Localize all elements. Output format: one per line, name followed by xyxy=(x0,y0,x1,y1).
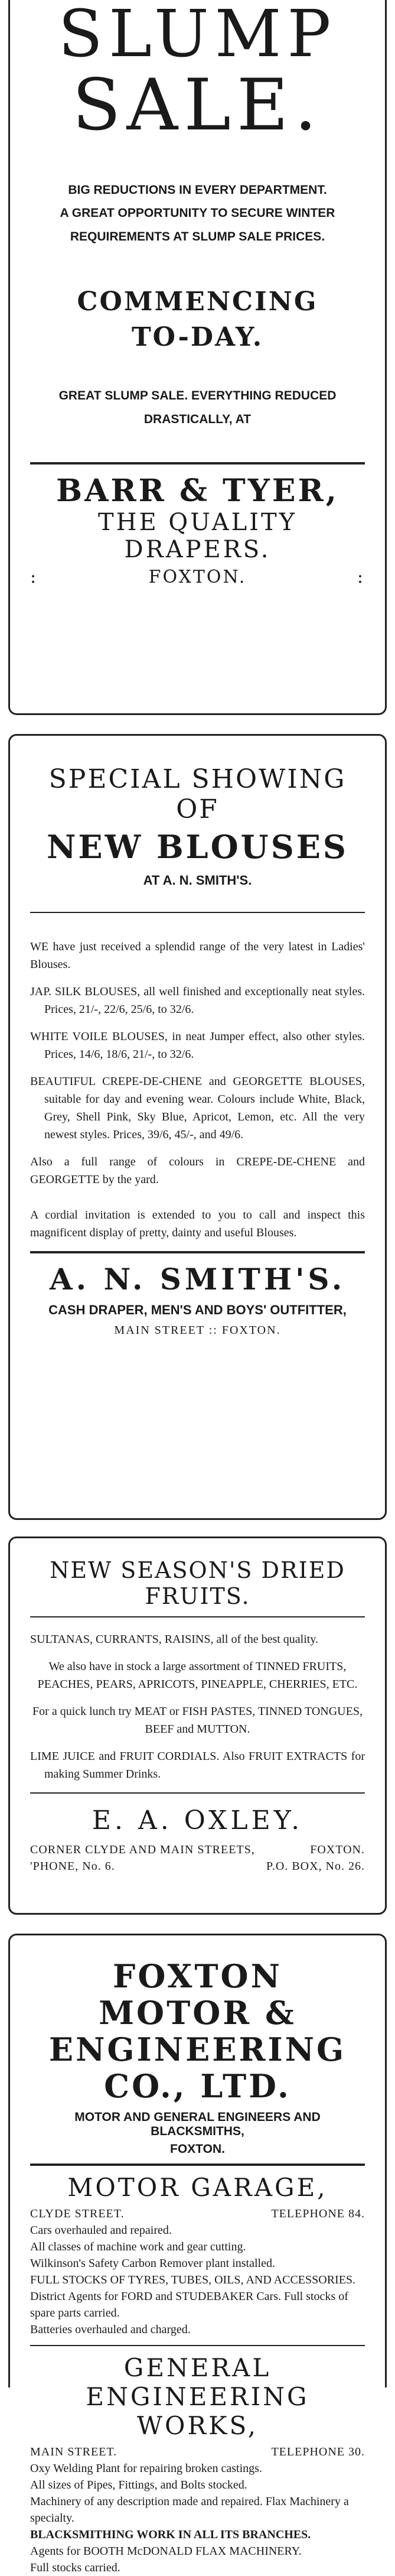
sale-headline: SALE. xyxy=(72,64,323,147)
engineers-subtitle: MOTOR AND GENERAL ENGINEERS AND BLACKSMITHS, xyxy=(74,2110,321,2139)
shop-trade: CASH DRAPER, MEN'S AND BOYS' OUTFITTER, xyxy=(48,1302,347,1317)
divider xyxy=(30,1251,365,1253)
commencing-line-1: COMMENCING xyxy=(77,287,318,317)
quick-lunch-line: For a quick lunch try MEAT or FISH PASTES, TINNED TONGUES, BEEF and MUTTON. xyxy=(32,1705,363,1736)
garage-street: CLYDE STREET. xyxy=(30,2207,125,2221)
title-line-2: ENGINEERING xyxy=(48,2031,347,2069)
garage-service-item: District Agents for FORD and STUDEBAKER Cars. Full stocks of spare parts carried. xyxy=(30,2290,348,2320)
slump-body-line-1: BIG REDUCTIONS IN EVERY DEPARTMENT. xyxy=(68,183,327,197)
oxley-po-box: P.O. BOX, No. 26. xyxy=(266,1860,365,1873)
works-services xyxy=(30,2460,365,2576)
oxley-address: CORNER CLYDE AND MAIN STREETS, xyxy=(30,1843,255,1856)
divider xyxy=(30,1616,365,1617)
slump-headline: SLUMP xyxy=(58,0,337,72)
great-slump-line-2: DRASTICALLY, AT xyxy=(143,412,252,426)
divider xyxy=(30,462,365,464)
lime-juice-line: LIME JUICE and FRUIT CORDIALS. Also FRUIT EXTRACTS for making Summer Drinks. xyxy=(30,1750,365,1781)
colon-left: : xyxy=(30,566,38,587)
shop-name-barr-tyer: BARR & TYER, xyxy=(56,472,339,509)
garage-service-item: Cars overhauled and repaired. xyxy=(30,2224,172,2237)
town-name: FOXTON. xyxy=(148,566,247,587)
works-service-item: Full stocks carried. xyxy=(30,2561,120,2575)
jap-silk-item: JAP. SILK BLOUSES, all well finished and exceptionally neat styles. Prices, 21/-, 22/6, 25/6, to 32/6. xyxy=(30,985,365,1016)
works-service-item: All sizes of Pipes, Fittings, and Bolts stocked. xyxy=(30,2478,247,2492)
slump-body-line-2: A GREAT OPPORTUNITY TO SECURE WINTER xyxy=(60,206,335,220)
garage-service-item: Batteries overhauled and charged. xyxy=(30,2323,191,2337)
foxton-motor-ad xyxy=(8,1934,387,2575)
garage-address-row xyxy=(30,2205,365,2222)
divider xyxy=(30,912,365,913)
title-line-1: FOXTON MOTOR & xyxy=(99,1957,296,2032)
by-the-yard-line: Also a full range of colours in CREPE-DE-CHENE and GEORGETTE by the yard. xyxy=(30,1155,365,1186)
garage-service-item: All classes of machine work and gear cutting. xyxy=(30,2240,246,2254)
garage-telephone: TELEPHONE 84. xyxy=(271,2207,365,2221)
blouses-title-main: NEW BLOUSES xyxy=(47,828,348,866)
slump-sale-ad xyxy=(8,0,387,715)
white-voile-item: WHITE VOILE BLOUSES, in neat Jumper effect, also other styles. Prices, 14/6, 18/6, 21/-, to 32/6. xyxy=(30,1030,365,1061)
shop-name-smith: A. N. SMITH'S. xyxy=(49,1262,346,1297)
slump-body-line-3: REQUIREMENTS AT SLUMP SALE PRICES. xyxy=(70,230,325,244)
works-service-item: Oxy Welding Plant for repairing broken castings. xyxy=(30,2462,262,2476)
invitation-text: A cordial invitation is extended to you to call and inspect this magnificent display of pretty, dainty and useful Blouses. xyxy=(30,1209,365,1239)
new-blouses-ad xyxy=(8,734,387,1520)
oxley-address-row xyxy=(30,1841,365,1858)
foxton-motor-title xyxy=(30,1958,365,2104)
tinned-fruits-line: We also have in stock a large assortment of TINNED FRUITS, PEACHES, PEARS, APRICOTS, PINEAPPLE, CHERRIES, ETC. xyxy=(37,1660,358,1691)
dried-fruits-title: NEW SEASON'S DRIED FRUITS. xyxy=(50,1557,345,1609)
oxley-phone: 'PHONE, No. 6. xyxy=(30,1860,115,1873)
oxley-town: FOXTON. xyxy=(310,1843,365,1856)
garage-service-item: Wilkinson's Safety Carbon Remover plant installed. xyxy=(30,2257,275,2270)
garage-service-item: FULL STOCKS OF TYRES, TUBES, OILS, AND ACCESSORIES. xyxy=(30,2273,356,2287)
shop-name-oxley: E. A. OXLEY. xyxy=(92,1805,303,1836)
shop-tagline: THE QUALITY DRAPERS. xyxy=(97,508,298,563)
sultanas-line: SULTANAS, CURRANTS, RAISINS, all of the best quality. xyxy=(30,1633,319,1646)
crepe-de-chene-item: BEAUTIFUL CREPE-DE-CHENE and GEORGETTE BLOUSES, suitable for day and evening wear. Colours include White, Black, Grey, Shell Pink, Sky Blue, Apricot, Lemon, etc. All the very newest styles. Prices, 39/6, 45/-, and 49/6. xyxy=(30,1075,365,1141)
blouses-title: SPECIAL SHOWING OF xyxy=(48,764,347,824)
great-slump-line-1: GREAT SLUMP SALE. EVERYTHING REDUCED xyxy=(58,388,337,402)
title-line-3: CO., LTD. xyxy=(104,2067,291,2106)
divider xyxy=(30,2345,365,2346)
motor-garage-heading: MOTOR GARAGE, xyxy=(67,2173,328,2203)
engineering-works-heading: GENERAL ENGINEERING WORKS, xyxy=(86,2353,309,2441)
works-telephone: TELEPHONE 30. xyxy=(271,2445,365,2459)
commencing-line-2: TO-DAY. xyxy=(131,321,264,352)
foxton-town: FOXTON. xyxy=(170,2142,225,2156)
blouses-at-line: AT A. N. SMITH'S. xyxy=(143,873,252,888)
colon-right: : xyxy=(357,566,365,587)
shop-address: MAIN STREET :: FOXTON. xyxy=(114,1324,281,1337)
divider xyxy=(30,2164,365,2166)
works-service-item: Agents for BOOTH McDONALD FLAX MACHINERY. xyxy=(30,2545,302,2558)
commencing-notice xyxy=(30,284,365,355)
blouses-intro: WE have just received a splendid range of the very latest in Ladies' Blouses. xyxy=(30,940,365,971)
garage-services xyxy=(30,2222,365,2338)
works-service-item: BLACKSMITHING WORK IN ALL ITS BRANCHES. xyxy=(30,2528,311,2542)
dried-fruits-ad xyxy=(8,1536,387,1915)
foxton-line xyxy=(30,567,365,587)
works-address-row xyxy=(30,2444,365,2460)
works-street: MAIN STREET. xyxy=(30,2445,117,2459)
divider xyxy=(30,1792,365,1794)
works-service-item: Machinery of any description made and repaired. Flax Machinery a specialty. xyxy=(30,2495,349,2525)
oxley-contact-row xyxy=(30,1858,365,1875)
